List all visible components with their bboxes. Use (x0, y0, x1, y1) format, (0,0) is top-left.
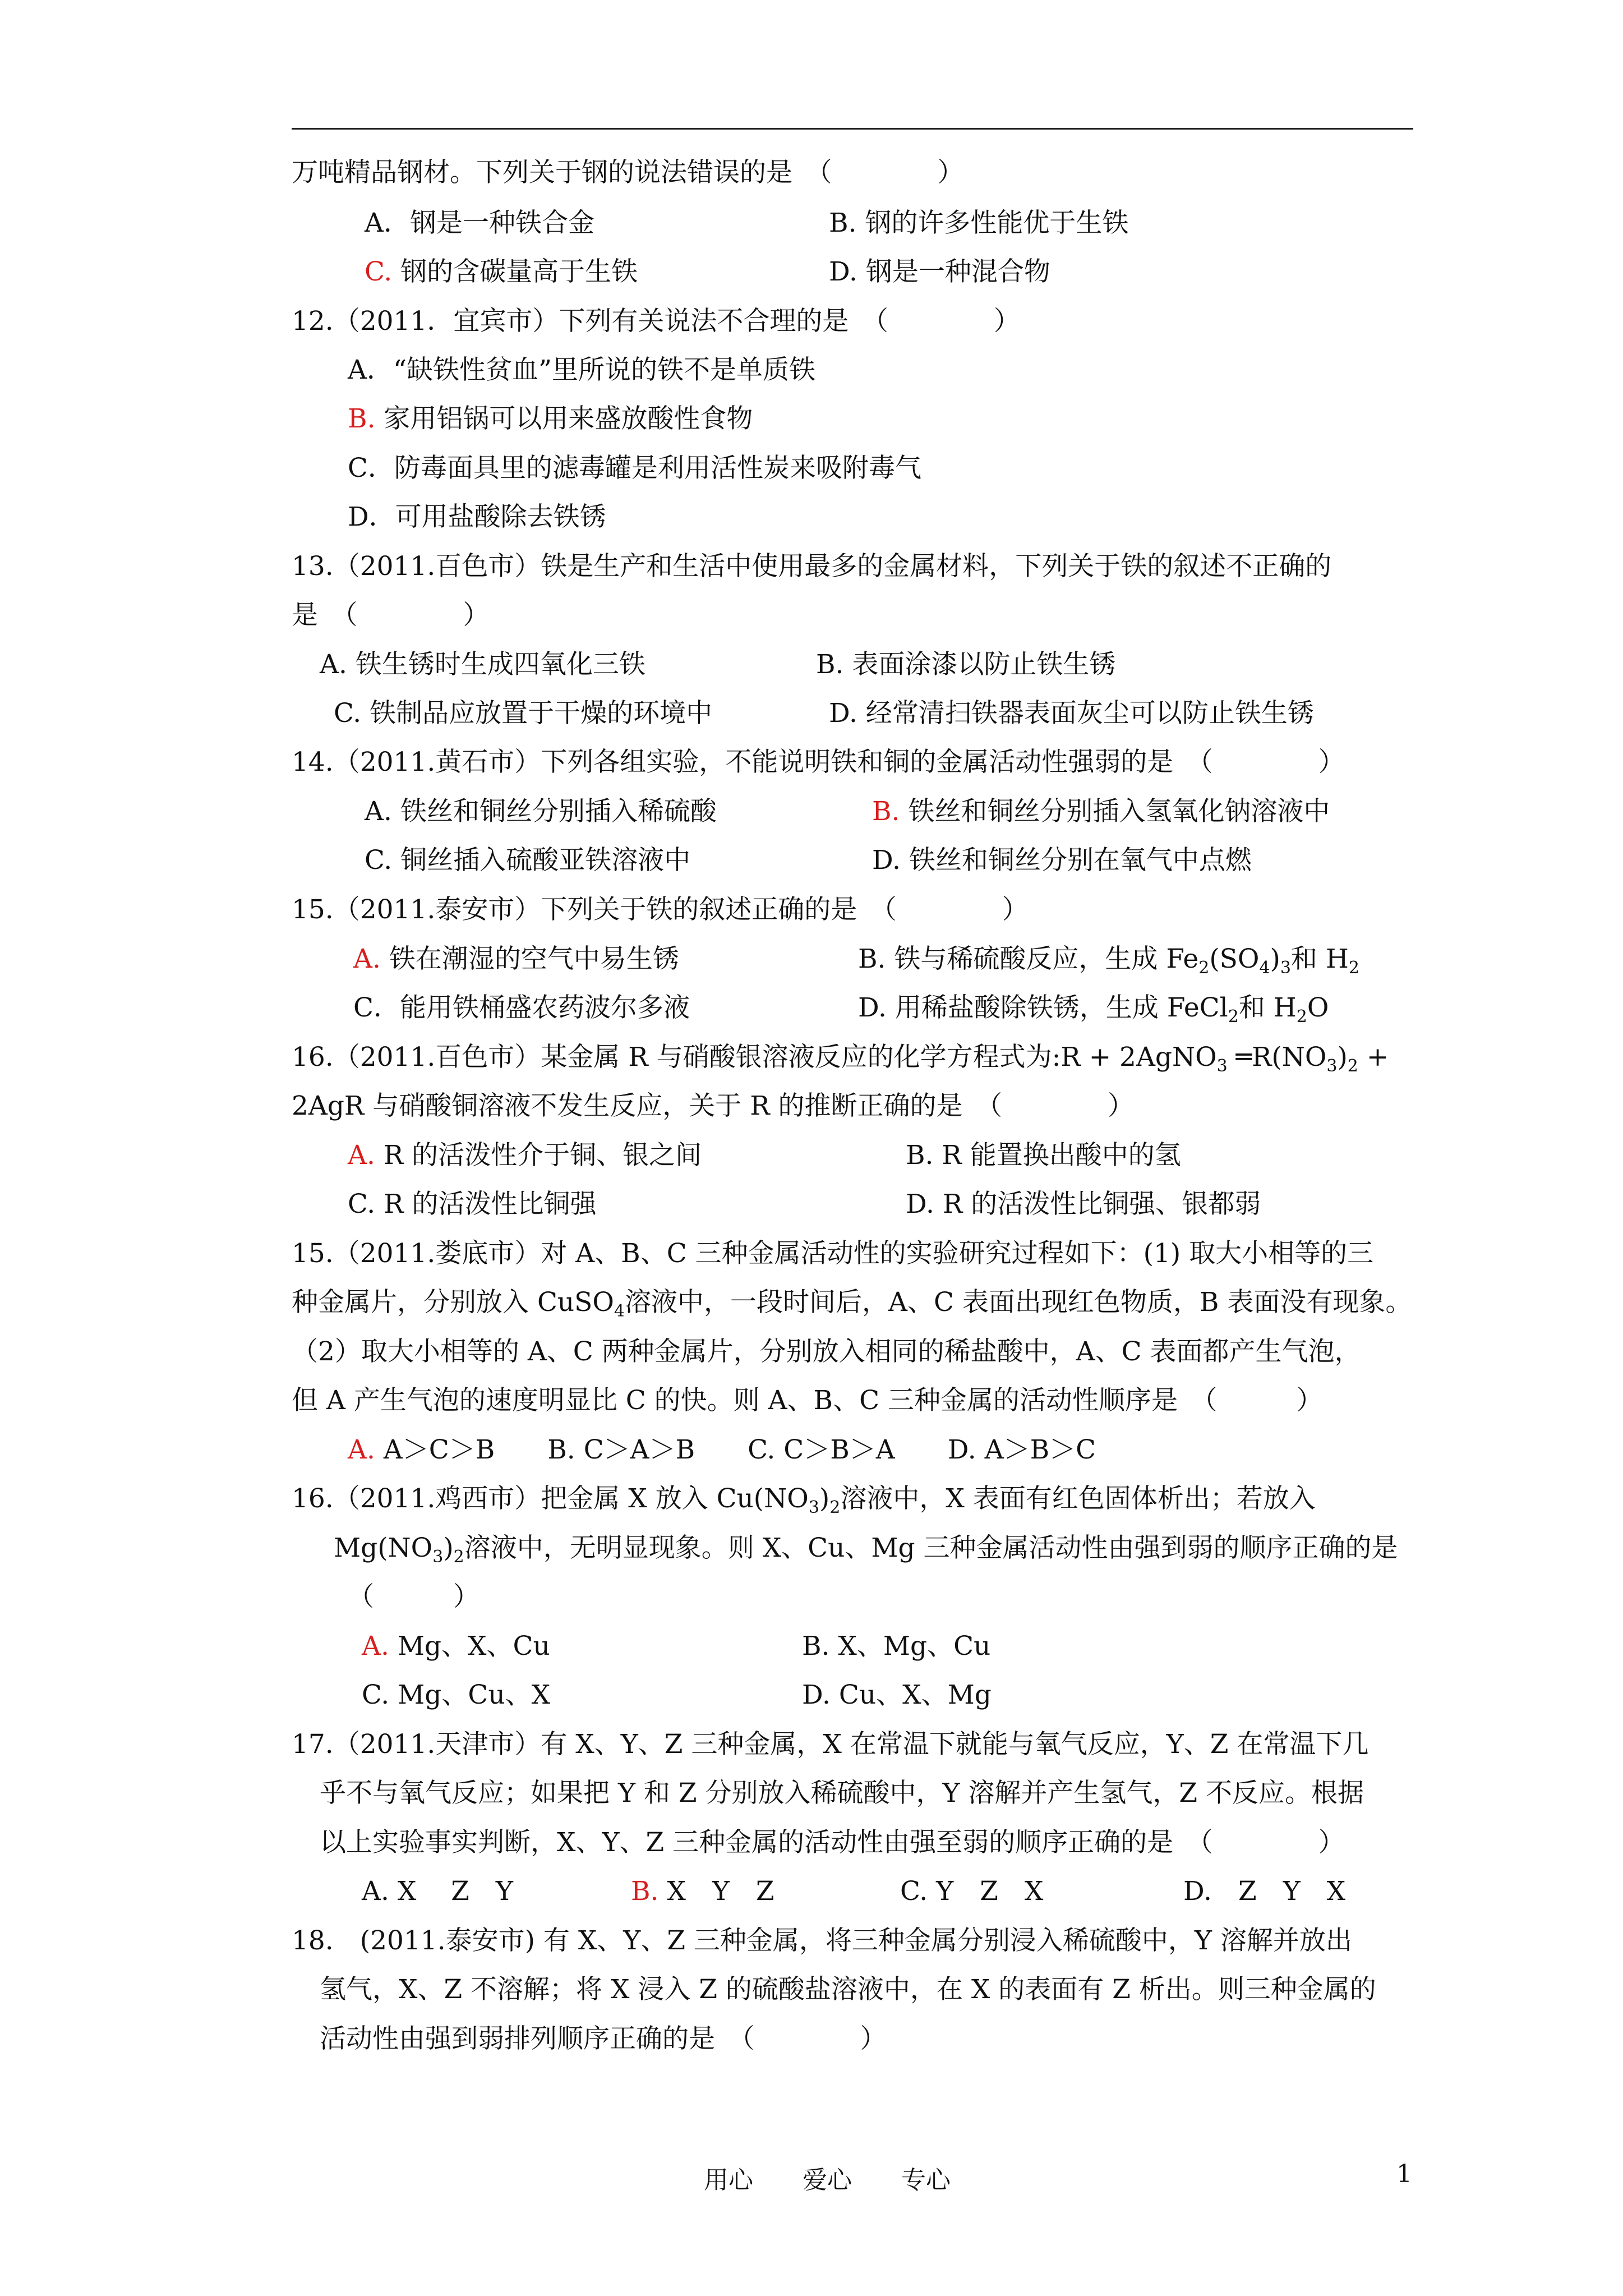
subscript: 2 (1198, 958, 1210, 978)
text-line (348, 353, 815, 387)
subscript: 3 (1216, 1056, 1228, 1076)
text-line (900, 1875, 1043, 1908)
text-line (320, 1777, 1364, 1810)
answer-marker: B. (872, 796, 900, 827)
text-segment: 16.（2011.百色市）某金属 R 与硝酸银溶液反应的化学方程式为:R + 2AgNO (292, 1042, 1217, 1073)
text-line (348, 452, 921, 485)
text-line (292, 1384, 1322, 1418)
text-line (334, 697, 712, 730)
text-segment: C．能用铁桶盛农药波尔多液 (353, 992, 690, 1023)
subscript: 2 (1296, 1007, 1307, 1027)
text-line (348, 1188, 597, 1221)
subscript: 3 (808, 1498, 819, 1517)
text-line (906, 1139, 1181, 1172)
text-segment: 17.（2011.天津市）有 X、Y、Z 三种金属，X 在常温下就能与氧气反应，Y、Z 在常温下几 (292, 1729, 1369, 1760)
subscript: 3 (1280, 958, 1291, 978)
text-line (362, 1678, 550, 1712)
text-segment: C. Y Z X (900, 1876, 1044, 1907)
text-segment: B. R 能置换出酸中的氢 (906, 1140, 1181, 1171)
subscript: 2 (1228, 1007, 1239, 1027)
text-segment: X Y Z (658, 1876, 774, 1907)
text-segment: B. 表面涂漆以防止铁生锈 (816, 649, 1116, 680)
text-line (362, 1875, 513, 1908)
text-segment: D．可用盐酸除去铁锈 (348, 501, 606, 532)
text-segment: 但 A 产生气泡的速度明显比 C 的快。则 A、B、C 三种金属的活动性顺序是 （ ） (292, 1385, 1323, 1416)
text-segment: 溶液中，一段时间后，A、C 表面出现红色物质，B 表面没有现象。 (625, 1287, 1412, 1318)
text-line (802, 1678, 992, 1712)
answer-marker: C. (365, 256, 393, 287)
text-line (292, 1335, 1361, 1369)
footer-motto: 用心 爱心 专心 (704, 2166, 951, 2194)
text-line (292, 550, 1331, 583)
text-line (292, 1924, 1352, 1958)
text-line (292, 305, 1020, 338)
text-segment: （2）取大小相等的 A、C 两种金属片，分别放入相同的稀盐酸中，A、C 表面都产生气泡， (292, 1336, 1361, 1367)
text-segment: 溶液中，X 表面有红色固体析出；若放入 (840, 1483, 1316, 1514)
answer-marker: B. (348, 403, 376, 434)
text-segment: A．钢是一种铁合金 (365, 208, 594, 238)
text-line (353, 942, 679, 976)
text-segment: 和 H (1238, 992, 1297, 1023)
text-segment: D. R 的活泼性比铜强、银都弱 (906, 1189, 1261, 1220)
subscript: 2 (829, 1498, 841, 1517)
answer-marker: A. (348, 1140, 375, 1171)
subscript: 2 (1347, 1056, 1358, 1076)
text-line (872, 795, 1330, 829)
text-segment: C. 铁制品应放置于干燥的环境中 (334, 698, 713, 729)
text-segment: D. 经常清扫铁器表面灰尘可以防止铁生锈 (829, 698, 1314, 729)
text-segment: 铁在潮湿的空气中易生锈 (380, 944, 679, 974)
text-segment: C. Mg、Cu、X (362, 1680, 551, 1710)
text-line (292, 1237, 1373, 1271)
text-segment: 13.（2011.百色市）铁是生产和生活中使用最多的金属材料，下列关于铁的叙述不正确的 (292, 551, 1332, 582)
text-segment: D. Cu、X、Mg (802, 1680, 992, 1710)
subscript: 4 (614, 1301, 625, 1321)
text-line (320, 648, 645, 682)
text-line (906, 1188, 1261, 1221)
text-segment: D. 钢是一种混合物 (829, 256, 1050, 287)
text-line (320, 2022, 887, 2056)
text-segment: R 的活泼性介于铜、银之间 (375, 1140, 702, 1171)
text-line (365, 255, 638, 289)
text-line (292, 1482, 1316, 1516)
text-line (816, 648, 1115, 682)
text-segment: （ ） (348, 1581, 479, 1612)
text-segment: Mg(NO (334, 1533, 433, 1563)
answer-marker: B. (631, 1876, 659, 1907)
subscript: 3 (432, 1547, 444, 1567)
text-segment: 家用铝锅可以用来盛放酸性食物 (375, 403, 753, 434)
text-segment: A．“缺铁性贫血”里所说的铁不是单质铁 (348, 355, 815, 385)
text-segment: (SO (1209, 944, 1260, 974)
answer-marker: A. (362, 1631, 389, 1662)
text-line (348, 500, 606, 534)
text-segment: ═R(NO (1227, 1042, 1327, 1073)
subscript: 4 (1259, 958, 1270, 978)
text-segment: ) (443, 1533, 454, 1563)
text-line (365, 844, 690, 877)
text-line (292, 1089, 1134, 1123)
answer-marker: A. (348, 1434, 375, 1465)
text-line (362, 1630, 550, 1663)
text-segment: 14.（2011.黄石市）下列各组实验，不能说明铁和铜的金属活动性强弱的是 （ ） (292, 747, 1345, 777)
text-segment: 以上实验事实判断，X、Y、Z 三种金属的活动性由强至弱的顺序正确的是 （ ） (320, 1827, 1345, 1858)
subscript: 2 (453, 1547, 464, 1567)
text-segment: 铁丝和铜丝分别插入氢氧化钠溶液中 (900, 796, 1330, 827)
text-segment: ) (819, 1483, 830, 1514)
text-line (858, 942, 1359, 976)
subscript: 2 (1348, 958, 1359, 978)
text-line (320, 1973, 1376, 2007)
text-segment: ) (1337, 1042, 1348, 1073)
text-line (872, 844, 1252, 877)
text-segment: 2AgR 与硝酸铜溶液不发生反应，关于 R 的推断正确的是 （ ） (292, 1091, 1135, 1121)
page-number: 1 (1396, 2160, 1412, 2188)
text-line (348, 1580, 479, 1614)
text-line (292, 1041, 1389, 1074)
text-segment: 15.（2011.泰安市）下列关于铁的叙述正确的是 （ ） (292, 894, 1029, 925)
text-segment: Mg、X、Cu (389, 1631, 550, 1662)
text-line (353, 991, 690, 1025)
text-segment: 氢气，X、Z 不溶解；将 X 浸入 Z 的硫酸盐溶液中，在 X 的表面有 Z 析出。则三种金属的 (320, 1974, 1376, 2005)
text-line (334, 1531, 1398, 1565)
text-line (292, 746, 1345, 779)
text-line (829, 697, 1314, 730)
text-segment: 18. (2011.泰安市) 有 X、Y、Z 三种金属，将三种金属分别浸入稀硫酸中，Y 溶解并放出 (292, 1925, 1352, 1956)
text-line (348, 402, 753, 436)
text-segment: 钢的含碳量高于生铁 (392, 256, 638, 287)
text-segment: A. 铁丝和铜丝分别插入稀硫酸 (365, 796, 717, 827)
text-line (292, 156, 964, 190)
text-segment: A. 铁生锈时生成四氧化三铁 (320, 649, 645, 680)
text-segment: + (1358, 1042, 1389, 1073)
text-line (365, 795, 717, 829)
text-segment: D. Z Y X (1183, 1876, 1346, 1907)
text-line (802, 1630, 990, 1663)
text-segment: C. 铜丝插入硫酸亚铁溶液中 (365, 845, 691, 876)
text-segment: D. 用稀盐酸除铁锈，生成 FeCl (858, 992, 1228, 1023)
text-segment: B. 钢的许多性能优于生铁 (829, 208, 1129, 238)
text-segment: 和 H (1290, 944, 1349, 974)
text-segment: 溶液中，无明显现象。则 X、Cu、Mg 三种金属活动性由强到弱的顺序正确的是 (464, 1533, 1398, 1563)
text-line (348, 1433, 1096, 1467)
text-segment: D. 铁丝和铜丝分别在氧气中点燃 (872, 845, 1252, 876)
text-segment: 15.（2011.娄底市）对 A、B、C 三种金属活动性的实验研究过程如下：(1) 取大小相等的三 (292, 1238, 1374, 1269)
text-line (292, 599, 490, 632)
text-line (348, 1139, 702, 1172)
text-segment: C. R 的活泼性比铜强 (348, 1189, 597, 1220)
text-segment: ) (1270, 944, 1280, 974)
text-line (829, 206, 1128, 240)
header-rule (292, 128, 1413, 130)
text-segment: B. X、Mg、Cu (802, 1631, 991, 1662)
text-line (365, 206, 594, 240)
text-line (292, 1286, 1412, 1319)
text-segment: B. 铁与稀硫酸反应，生成 Fe (858, 944, 1199, 974)
text-line (829, 255, 1050, 289)
text-line (292, 1728, 1368, 1761)
text-segment: 乎不与氧气反应；如果把 Y 和 Z 分别放入稀硫酸中，Y 溶解并产生氢气，Z 不反应。根据 (320, 1778, 1364, 1809)
text-line (292, 893, 1029, 927)
text-segment: A＞C＞B B. C＞A＞B C. C＞B＞A D. A＞B＞C (375, 1434, 1096, 1465)
text-line (858, 991, 1329, 1025)
text-segment: C．防毒面具里的滤毒罐是利用活性炭来吸附毒气 (348, 453, 921, 484)
text-segment: A. X Z Y (362, 1876, 513, 1907)
text-segment: 12.（2011．宜宾市）下列有关说法不合理的是 （ ） (292, 306, 1020, 337)
text-segment: 活动性由强到弱排列顺序正确的是 （ ） (320, 2023, 887, 2054)
text-segment: 16.（2011.鸡西市）把金属 X 放入 Cu(NO (292, 1483, 809, 1514)
text-segment: 种金属片，分别放入 CuSO (292, 1287, 614, 1318)
text-segment: 是 （ ） (292, 600, 490, 631)
text-line (1183, 1875, 1345, 1908)
text-segment: 万吨精品钢材。下列关于钢的说法错误的是 （ ） (292, 157, 964, 188)
text-line (320, 1826, 1345, 1860)
answer-marker: A. (353, 944, 381, 974)
subscript: 3 (1326, 1056, 1338, 1076)
text-segment: O (1307, 992, 1329, 1023)
text-line (631, 1875, 774, 1908)
